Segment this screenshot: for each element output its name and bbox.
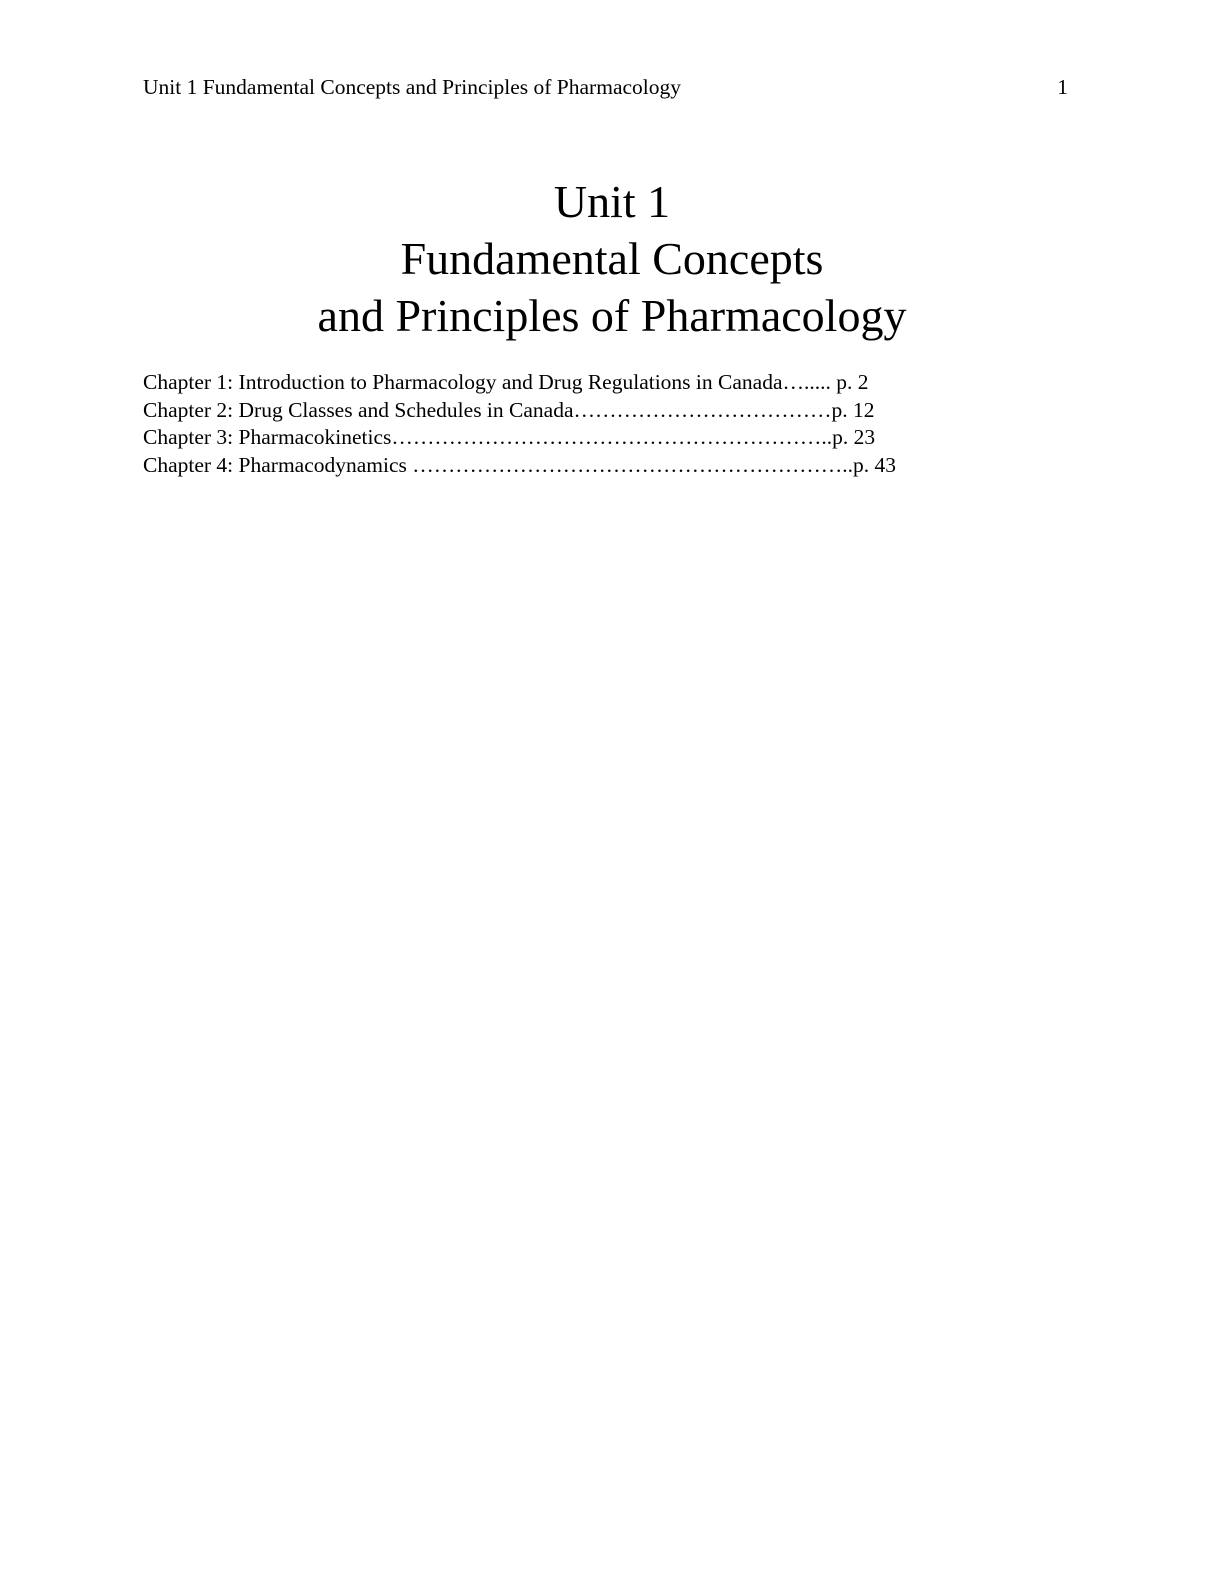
table-of-contents	[143, 369, 1043, 479]
page-number: 1	[1057, 75, 1068, 99]
running-header	[143, 72, 1068, 102]
unit-title	[0, 173, 1224, 344]
toc-entry-chapter-3: Chapter 3: Pharmacokinetics……………………………………………………..p. 23	[143, 425, 876, 449]
toc-entry-chapter-4: Chapter 4: Pharmacodynamics ……………………………………………………..p. 43	[143, 452, 897, 477]
toc-entry-chapter-1: Chapter 1: Introduction to Pharmacology and Drug Regulations in Canada…..... p. 2	[143, 370, 869, 394]
unit-title-line-1: Unit 1	[553, 176, 671, 227]
unit-title-line-2: Fundamental Concepts	[400, 233, 824, 284]
running-header-title: Unit 1 Fundamental Concepts and Principles of Pharmacology	[143, 75, 682, 99]
toc-entry-chapter-2: Chapter 2: Drug Classes and Schedules in Canada………………………………p. 12	[143, 397, 875, 422]
unit-title-line-3: and Principles of Pharmacology	[317, 290, 907, 341]
